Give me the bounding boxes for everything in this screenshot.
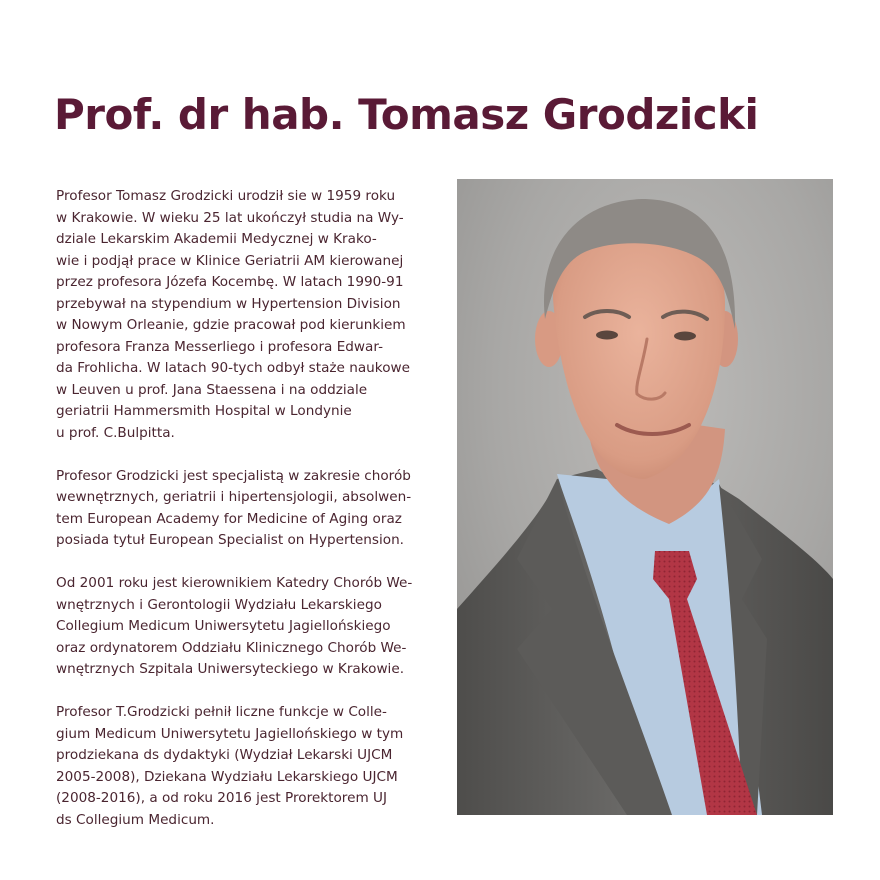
bio-line: gium Medicum Uniwersytetu Jagiellońskiego w tym — [56, 725, 404, 742]
left-eye — [596, 331, 618, 340]
bio-line: wewnętrznych, geriatrii i hipertensjologii, absolwen- — [56, 489, 412, 505]
bio-line: wie i podjął prace w Klinice Geriatrii AM kierowanej — [56, 252, 404, 269]
bio-line: przez profesora Józefa Kocembę. W latach 1990-91 — [56, 274, 404, 290]
bio-line: prodziekana ds dydaktyki (Wydział Lekarski UJCM — [56, 747, 393, 763]
bio-line: Od 2001 roku jest kierownikiem Katedry Chorób We- — [56, 575, 413, 591]
portrait-illustration — [457, 179, 833, 815]
bio-paragraph-4 — [56, 702, 428, 831]
bio-paragraph-2 — [56, 466, 428, 552]
bio-paragraph-3 — [56, 573, 428, 681]
bio-line: przebywał na stypendium w Hypertension Division — [56, 295, 401, 312]
bio-line: dziale Lekarskim Akademii Medycznej w Krako- — [56, 231, 377, 247]
bio-line: w Leuven u prof. Jana Staessena i na oddziale — [56, 381, 368, 398]
bio-line: w Krakowie. W wieku 25 lat ukończył studia na Wy- — [56, 209, 404, 226]
bio-line: u prof. C.Bulpitta. — [56, 424, 175, 441]
bio-line: geriatrii Hammersmith Hospital w Londynie — [56, 403, 352, 419]
bio-line: profesora Franza Messerliego i profesora Edwar- — [56, 338, 383, 355]
bio-line: Profesor Grodzicki jest specjalistą w zakresie chorób — [56, 467, 411, 484]
bio-line: ds Collegium Medicum. — [56, 811, 215, 828]
bio-line: w Nowym Orleanie, gdzie pracował pod kierunkiem — [56, 317, 406, 333]
bio-line: wnętrznych Szpitala Uniwersyteckiego w Krakowie. — [56, 661, 405, 677]
bio-line: (2008-2016), a od roku 2016 jest Prorektorem UJ — [56, 790, 387, 806]
portrait-photo — [457, 179, 833, 815]
bio-line: Collegium Medicum Uniwersytetu Jagiellońskiego — [56, 618, 391, 634]
bio-line: Profesor T.Grodzicki pełnił liczne funkcje w Colle- — [56, 704, 387, 720]
page-title: Prof. dr hab. Tomasz Grodzicki — [54, 90, 759, 139]
bio-line: wnętrznych i Gerontologii Wydziału Lekarskiego — [56, 596, 382, 613]
bio-line: oraz ordynatorem Oddziału Klinicznego Chorób We- — [56, 639, 407, 656]
bio-line: tem European Academy for Medicine of Aging oraz — [56, 510, 402, 527]
bio-line: da Frohlicha. W latach 90-tych odbył staże naukowe — [56, 360, 410, 376]
bio-paragraph-1 — [56, 186, 428, 444]
biography-text — [56, 186, 428, 831]
bio-line: Profesor Tomasz Grodzicki urodził sie w 1959 roku — [56, 188, 396, 204]
bio-line: 2005-2008), Dziekana Wydziału Lekarskiego UJCM — [56, 768, 398, 785]
bio-line: posiada tytuł European Specialist on Hypertension. — [56, 532, 405, 548]
right-eye — [674, 332, 696, 341]
